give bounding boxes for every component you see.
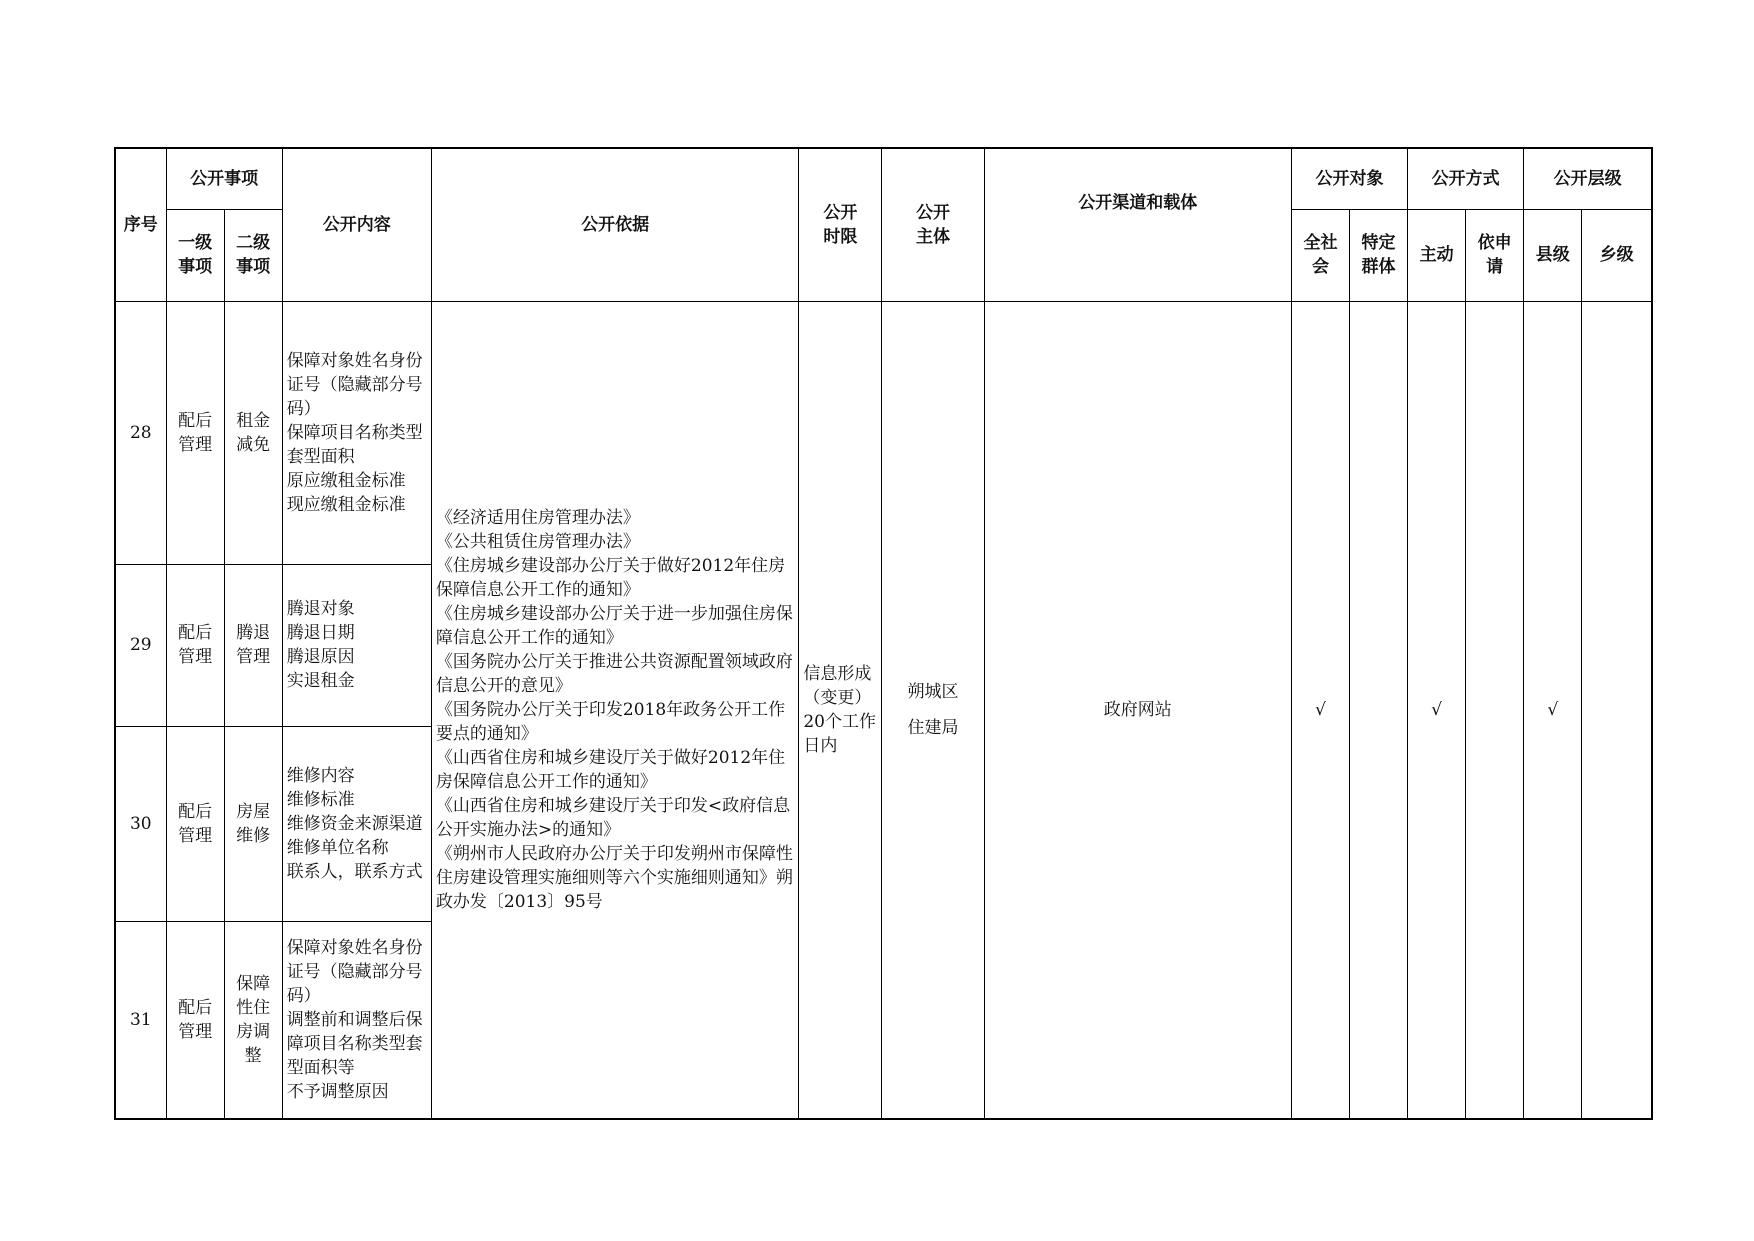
row-level1: 配后 管理 bbox=[166, 301, 224, 564]
header-audience-all: 全社 会 bbox=[1291, 209, 1349, 301]
disclosure-table bbox=[114, 147, 1653, 1120]
header-method-active: 主动 bbox=[1408, 209, 1466, 301]
row-content: 维修内容 维修标准 维修资金来源渠道 维修单位名称 联系人，联系方式 bbox=[282, 726, 431, 921]
header-matters: 公开事项 bbox=[166, 148, 282, 209]
header-level1: 一级 事项 bbox=[166, 209, 224, 301]
row-level1: 配后 管理 bbox=[166, 921, 224, 1119]
header-level: 公开层级 bbox=[1524, 148, 1652, 209]
header-method-request: 依申 请 bbox=[1466, 209, 1524, 301]
level-town-cell bbox=[1582, 301, 1652, 1119]
row-content: 保障对象姓名身份证号（隐藏部分号码） 调整前和调整后保障项目名称类型套型面积等 不予调整原因 bbox=[282, 921, 431, 1119]
level-county-check: √ bbox=[1524, 301, 1582, 1119]
row-content: 腾退对象 腾退日期 腾退原因 实退租金 bbox=[282, 564, 431, 726]
header-time-limit: 公开 时限 bbox=[799, 148, 882, 301]
row-content: 保障对象姓名身份证号（隐藏部分号码） 保障项目名称类型套型面积 原应缴租金标准 现应缴租金标准 bbox=[282, 301, 431, 564]
method-active-check: √ bbox=[1408, 301, 1466, 1119]
header-level2: 二级 事项 bbox=[224, 209, 282, 301]
header-audience-specific: 特定 群体 bbox=[1350, 209, 1408, 301]
row-seq: 31 bbox=[115, 921, 166, 1119]
row-level1: 配后 管理 bbox=[166, 726, 224, 921]
audience-all-check: √ bbox=[1291, 301, 1349, 1119]
channel-cell: 政府网站 bbox=[984, 301, 1291, 1119]
row-level2: 腾退 管理 bbox=[224, 564, 282, 726]
header-subject: 公开 主体 bbox=[882, 148, 984, 301]
header-method: 公开方式 bbox=[1408, 148, 1524, 209]
row-level2: 租金 减免 bbox=[224, 301, 282, 564]
row-seq: 29 bbox=[115, 564, 166, 726]
subject-cell: 朔城区 住建局 bbox=[882, 301, 984, 1119]
header-audience: 公开对象 bbox=[1291, 148, 1407, 209]
header-seq: 序号 bbox=[115, 148, 166, 301]
method-request-cell bbox=[1466, 301, 1524, 1119]
row-level1: 配后 管理 bbox=[166, 564, 224, 726]
header-level-county: 县级 bbox=[1524, 209, 1582, 301]
header-content: 公开内容 bbox=[282, 148, 431, 301]
row-seq: 28 bbox=[115, 301, 166, 564]
row-level2: 房屋 维修 bbox=[224, 726, 282, 921]
row-seq: 30 bbox=[115, 726, 166, 921]
header-channel: 公开渠道和载体 bbox=[984, 148, 1291, 301]
basis-cell: 《经济适用住房管理办法》 《公共租赁住房管理办法》 《住房城乡建设部办公厅关于做好2012年住房保障信息公开工作的通知》 《住房城乡建设部办公厅关于进一步加强住房保障信息公开工作的通知》 《国务院办公厅关于推进公共资源配置领域政府信息公开的意见》 《国务院办公厅关于印发2018年政务公开工作要点的通知》 《山西省住房和城乡建设厅关于做好2012年住房保障信息公开工作的通知》 《山西省住房和城乡建设厅关于印发<政府信息公开实施办法>的通知》 《朔州市人民政府办公厅关于印发朔州市保障性住房建设管理实施细则等六个实施细则通知》朔政办发〔2013〕95号 bbox=[431, 301, 798, 1119]
header-basis: 公开依据 bbox=[431, 148, 798, 301]
table-row bbox=[115, 301, 1652, 564]
header-level-town: 乡级 bbox=[1582, 209, 1652, 301]
time-limit-cell: 信息形成（变更）20个工作日内 bbox=[799, 301, 882, 1119]
row-level2: 保障 性住 房调 整 bbox=[224, 921, 282, 1119]
audience-specific-cell bbox=[1350, 301, 1408, 1119]
